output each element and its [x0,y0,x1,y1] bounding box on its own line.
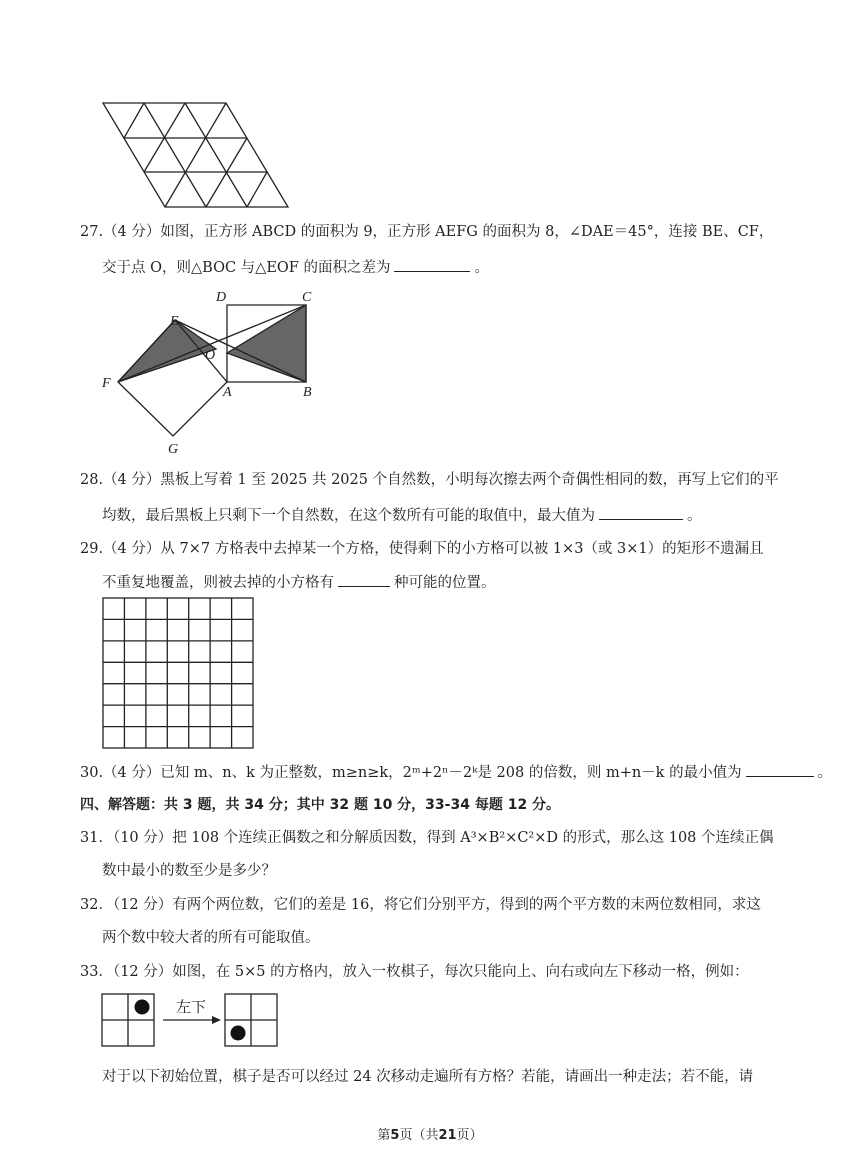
q32-line2: 两个数中较大者的所有可能取值。 [102,930,320,946]
q31-line1: 31．（10 分）把 108 个连续正偶数之和分解质因数，得到 A³×B²×C²×D 的形式，那么这 108 个连续正偶 [80,830,774,846]
footer-page-number: 5 [390,1128,400,1143]
arrow-label: 左下 [176,998,207,1016]
q31-line2: 数中最小的数至少是多少？ [102,863,276,879]
q28-period: 。 [687,508,702,524]
label-G: G [168,442,179,457]
footer-total-pages: 21 [438,1128,457,1143]
footer-suffix: 页） [456,1128,483,1143]
triangle-lattice-figure [100,100,290,210]
q30-period: 。 [817,765,833,781]
q28-text: 均数，最后黑板上只剩下一个自然数，在这个数所有可能的取值中，最大值为 [102,508,595,524]
q27-period: 。 [474,260,489,276]
page-footer [0,1124,860,1143]
footer-mid: 页（共 [399,1128,439,1143]
q29-answer-blank[interactable] [338,572,390,587]
label-O: O [205,348,216,363]
chess-piece-after [231,1026,246,1041]
label-E: E [170,314,179,329]
q29-text: 不重复地覆盖，则被去掉的小方格有 [102,575,334,591]
q30-answer-blank[interactable] [746,762,814,777]
q28-line1: 28.（4 分）黑板上写着 1 至 2025 共 2025 个自然数，小明每次擦去两个奇偶性相同的数，再写上它们的平 [80,472,779,488]
label-F: F [102,376,111,391]
q27-text: 交于点 O，则△BOC 与△EOF 的面积之差为 [102,260,391,276]
footer-prefix: 第 [377,1128,391,1143]
label-D: D [216,290,227,305]
q27-line2 [102,257,489,278]
q30-text: 30.（4 分）已知 m、n、k 为正整数，m≥n≥k，2ᵐ+2ⁿ－2ᵏ是 208 的倍数，则 m+n－k 的最小值为 [80,765,742,781]
grid-7x7-figure [100,595,258,751]
q29-suffix: 种可能的位置。 [394,575,496,591]
q33-line2: 对于以下初始位置，棋子是否可以经过 24 次移动走遍所有方格？若能，请画出一种走法；若不能，请 [102,1069,754,1085]
q32-line1: 32．（12 分）有两个两位数，它们的差是 16，将它们分别平方，得到的两个平方数的末两位数相同，求这 [80,897,761,913]
section-4-heading: 四、解答题：共 3 题，共 34 分；其中 32 题 10 分，33-34 每题 12 分。 [80,797,561,813]
q29-line2 [102,572,496,593]
q27-line1: 27.（4 分）如图，正方形 ABCD 的面积为 9，正方形 AEFG 的面积为 8，∠DAE＝45°，连接 BE、CF， [80,224,774,240]
q28-answer-blank[interactable] [599,505,683,520]
q30-line1 [80,762,832,783]
square-figure [95,283,330,458]
chess-piece-before [135,1000,150,1015]
label-B: B [303,385,312,400]
q29-line1: 29.（4 分）从 7×7 方格表中去掉某一个方格，使得剩下的小方格可以被 1×3（或 3×1）的矩形不遗漏且 [80,541,764,557]
q33-line1: 33．（12 分）如图，在 5×5 的方格内，放入一枚棋子，每次只能向上、向右或向左下移动一格，例如： [80,964,749,980]
q27-answer-blank[interactable] [394,257,470,272]
label-A: A [223,385,232,400]
q28-line2 [102,505,702,526]
label-C: C [302,290,312,305]
